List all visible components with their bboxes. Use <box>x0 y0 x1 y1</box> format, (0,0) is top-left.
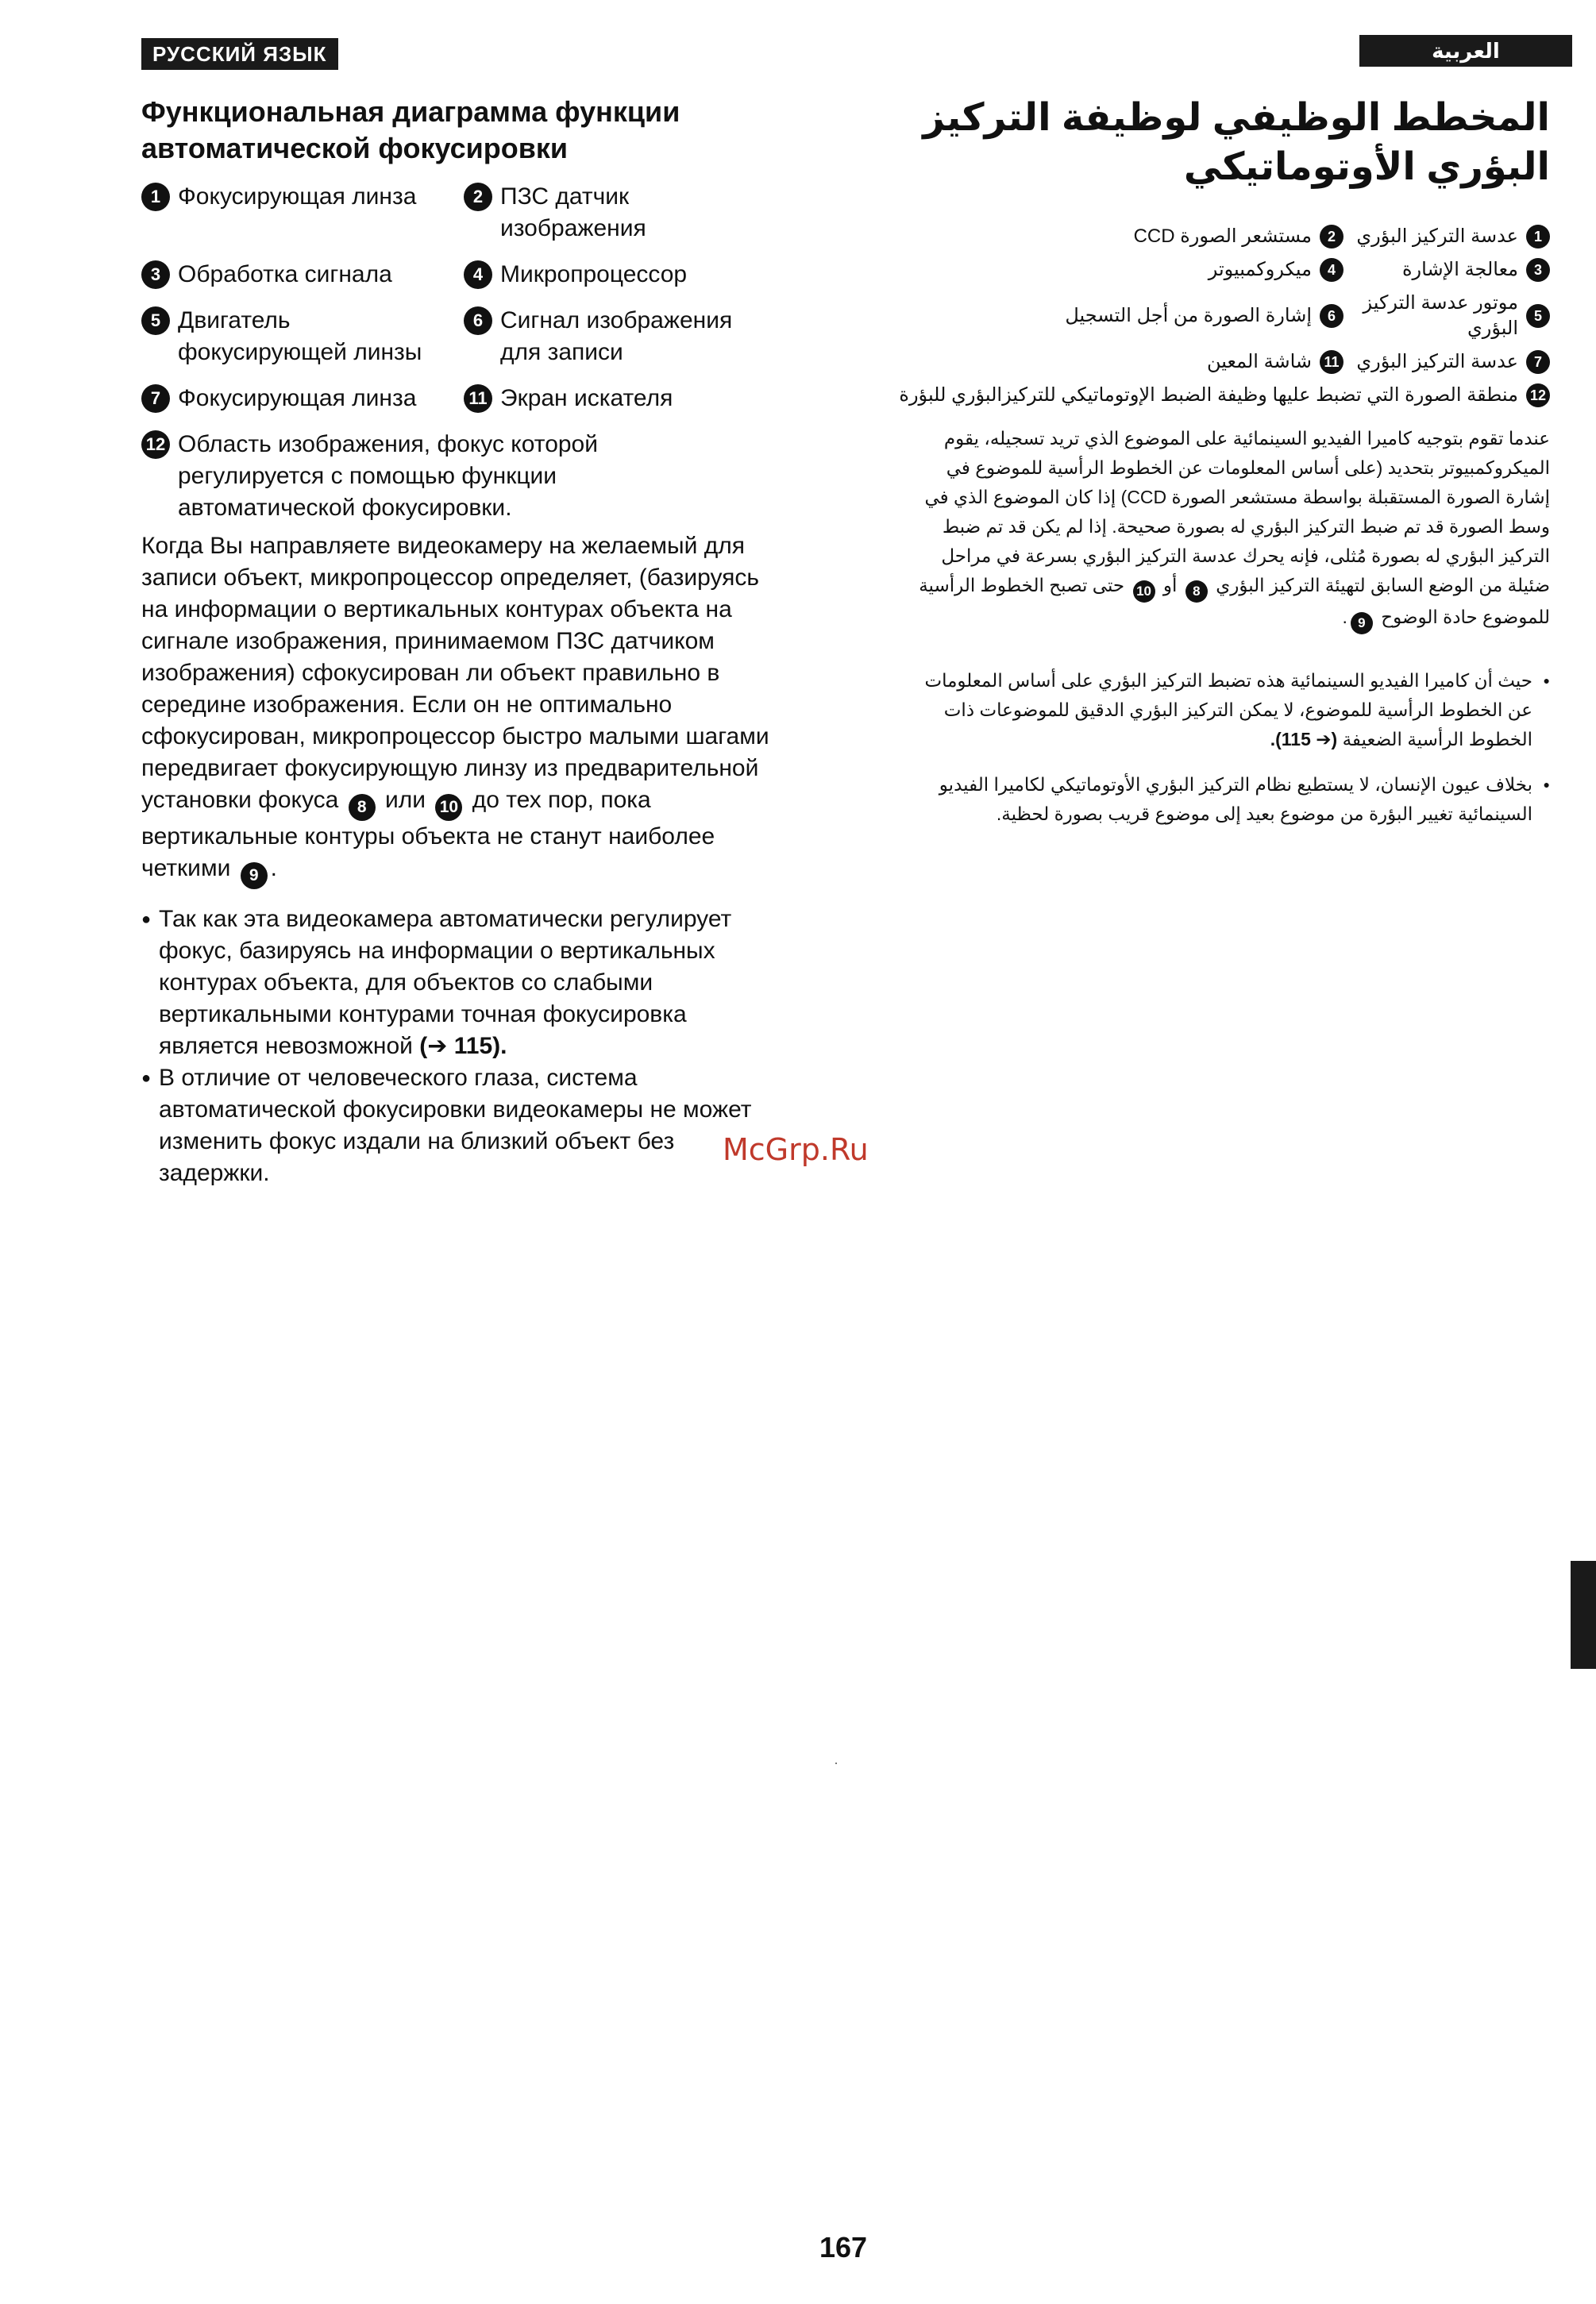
legend-item <box>1343 349 1550 375</box>
russian-legend <box>141 181 789 524</box>
russian-column <box>141 94 789 1189</box>
legend-label: منطقة الصورة التي تضبط عليها وظيفة الضبط الإوتوماتيكي للتركيزالبؤري للبؤرة <box>899 384 1518 406</box>
language-tab-russian: РУССКИЙ ЯЗЫК <box>141 38 338 70</box>
legend-item <box>1343 224 1550 249</box>
legend-item <box>464 259 789 291</box>
number-badge: 2 <box>464 183 492 211</box>
legend-label: Микропроцессор <box>500 261 688 287</box>
legend-label: معالجة الإشارة <box>1401 259 1518 280</box>
russian-title: Функциональная диаграмма функции автоматической фокусировки <box>141 95 680 164</box>
legend-item <box>141 259 464 291</box>
language-tab-arabic: العربية <box>1359 35 1572 67</box>
legend-item <box>899 257 1343 283</box>
legend-item <box>899 224 1343 249</box>
number-badge: 11 <box>464 384 492 413</box>
legend-label: موتور عدسة التركيز البؤري <box>1363 292 1518 339</box>
russian-body-paragraph: Когда Вы направляете видеокамеру на желаемый для записи объект, микропроцессор определяет, (базируясь на информации о вертикальных контурах объекта на сигнале изображения, принимаемом ПЗС датчиком изображения) сфокусирован ли объект правильно в середине изображения. Если он не оптимально сфокусирован, микропроцессор быстро малыми шагами передвигает фокусирующую линзу из предварительной установки фокуса 8 или 10 до тех пор, пока вертикальные контуры объекта не станут наиболее четкими 9 . <box>141 530 789 889</box>
note-text: Так как эта видеокамера автоматически регулирует фокус, базируясь на информации о вертикальных контурах объекта, для объектов со слабыми вертикальными контурами точная фокусировка является невозможной <box>159 906 732 1059</box>
page-number: 167 <box>819 2231 868 2264</box>
number-badge: 4 <box>1320 258 1343 282</box>
number-badge: 11 <box>1320 350 1343 374</box>
paragraph-text: до тех пор, пока вертикальные контуры объекта не станут наиболее четкими <box>141 787 715 881</box>
number-badge: 3 <box>1526 258 1550 282</box>
number-badge: 7 <box>141 384 170 413</box>
legend-item <box>899 349 1343 375</box>
number-badge: 4 <box>464 260 492 289</box>
note-text: بخلاف عيون الإنسان، لا يستطيع نظام التركيز البؤري الأوتوماتيكي لكاميرا الفيديو السينمائية تغيير البؤرة من موضوع بعيد إلى موضوع قريب بصورة لحظية. <box>939 774 1532 824</box>
legend-item <box>141 305 464 368</box>
number-badge: 7 <box>1526 350 1550 374</box>
note-text: В отличие от человеческого глаза, система автоматической фокусировки видеокамеры не может изменить фокус издали на близкий объект без задержки. <box>159 1065 752 1186</box>
page-reference: (➔ 115). <box>1270 729 1338 749</box>
number-badge: 10 <box>435 794 462 821</box>
legend-label: عدسة التركيز البؤري <box>1356 351 1518 372</box>
legend-label: Фокусирующая линза <box>178 385 417 411</box>
legend-item <box>899 291 1343 341</box>
number-badge: 6 <box>1320 304 1343 328</box>
number-badge: 8 <box>349 794 376 821</box>
arabic-legend <box>899 224 1550 408</box>
note-item <box>899 770 1550 829</box>
note-text: حيث أن كاميرا الفيديو السينمائية هذه تضبط التركيز البؤري على أساس المعلومات عن الخطوط الرأسية للموضوع، لا يمكن التركيز البؤري الدقيق للموضوعات ذات الخطوط الرأسية الضعيفة <box>924 670 1532 749</box>
legend-item <box>1343 257 1550 283</box>
note-item <box>141 1062 789 1189</box>
legend-item <box>141 429 789 524</box>
number-badge: 8 <box>1185 580 1208 603</box>
number-badge: 1 <box>1526 225 1550 249</box>
paragraph-text: عندما تقوم بتوجيه كاميرا الفيديو السينمائية على الموضوع الذي تريد تسجيله، يقوم الميكروكمبيوتر بتحديد (على أساس المعلومات عن الخطوط الرأسية للموضوع في إشارة الصورة المستقبلة بواسطة مستشعر الصورة CCD) إذا كان الموضوع الذي في وسط الصورة قد تم ضبط التركيز البؤري له بصورة صحيحة. إذا لم يكن قد تم ضبط التركيز البؤري له بصورة مُثلى، فإنه يحرك عدسة التركيز البؤري بسرعة في مراحل ضئيلة من الوضع السابق لتهيئة التركيز البؤري <box>924 428 1550 595</box>
legend-label: Обработка сигнала <box>178 261 392 287</box>
legend-item <box>464 181 789 245</box>
page-reference: (➔ 115). <box>419 1033 507 1059</box>
legend-item <box>141 181 464 245</box>
edge-index-tab <box>1571 1561 1596 1669</box>
legend-label: Фокусирующая линза <box>178 183 417 210</box>
legend-item <box>464 383 789 414</box>
legend-label: Экран искателя <box>500 385 673 411</box>
russian-notes <box>141 903 789 1189</box>
legend-item <box>141 383 464 414</box>
number-badge: 12 <box>1526 383 1550 407</box>
number-badge: 10 <box>1133 580 1155 603</box>
legend-label: مستشعر الصورة CCD <box>1133 225 1312 247</box>
arabic-body-paragraph: عندما تقوم بتوجيه كاميرا الفيديو السينمائية على الموضوع الذي تريد تسجيله، يقوم الميكروكمبيوتر بتحديد (على أساس المعلومات عن الخطوط الرأسية للموضوع في إشارة الصورة المستقبلة بواسطة مستشعر الصورة CCD) إذا كان الموضوع الذي في وسط الصورة قد تم ضبط التركيز البؤري له بصورة صحيحة. إذا لم يكن قد تم ضبط التركيز البؤري له بصورة مُثلى، فإنه يحرك عدسة التركيز البؤري بسرعة في مراحل ضئيلة من الوضع السابق لتهيئة التركيز البؤري 8 أو 10 حتى تصبح الخطوط الرأسية للموضوع حادة الوضوح 9. <box>899 424 1550 634</box>
number-badge: 3 <box>141 260 170 289</box>
legend-label: شاشة المعين <box>1206 351 1312 372</box>
arabic-title: المخطط الوظيفي لوظيفة التركيز البؤري الأوتوماتيكي <box>923 97 1550 188</box>
number-badge: 12 <box>141 430 170 459</box>
paragraph-text: Когда Вы направляете видеокамеру на желаемый для записи объект, микропроцессор определяет, (базируясь на информации о вертикальных контурах объекта на сигнале изображения, принимаемом ПЗС датчиком изображения) сфокусирован ли объект правильно в середине изображения. Если он не оптимально сфокусирован, микропроцессор быстро малыми шагами передвигает фокусирующую линзу из предварительной установки фокуса <box>141 533 769 813</box>
note-item <box>899 666 1550 754</box>
paragraph-text: أو <box>1162 575 1178 595</box>
legend-item <box>1343 291 1550 341</box>
arabic-column <box>899 94 1550 845</box>
legend-label: إشارة الصورة من أجل التسجيل <box>1065 305 1312 326</box>
watermark: McGrp.Ru <box>723 1132 869 1167</box>
scan-speck <box>835 1763 837 1764</box>
legend-item <box>899 383 1550 408</box>
number-badge: 1 <box>141 183 170 211</box>
number-badge: 9 <box>241 862 268 889</box>
legend-label: عدسة التركيز البؤري <box>1356 225 1518 247</box>
legend-label: ميكروكمبيوتر <box>1208 259 1312 280</box>
number-badge: 2 <box>1320 225 1343 249</box>
legend-label: ПЗС датчик изображения <box>500 183 646 241</box>
paragraph-text: или <box>385 787 426 813</box>
number-badge: 5 <box>1526 304 1550 328</box>
note-item <box>141 903 789 1062</box>
number-badge: 6 <box>464 306 492 335</box>
arabic-notes <box>899 666 1550 829</box>
legend-label: Двигатель фокусирующей линзы <box>178 307 422 365</box>
paragraph-text: حتى تصبح الخطوط الرأسية للموضوع حادة الوضوح <box>919 575 1550 627</box>
legend-label: Сигнал изображения для записи <box>500 307 733 365</box>
number-badge: 5 <box>141 306 170 335</box>
number-badge: 9 <box>1351 612 1373 634</box>
legend-label: Область изображения, фокус которой регулируется с помощью функции автоматической фокусировки. <box>178 431 598 521</box>
legend-item <box>464 305 789 368</box>
